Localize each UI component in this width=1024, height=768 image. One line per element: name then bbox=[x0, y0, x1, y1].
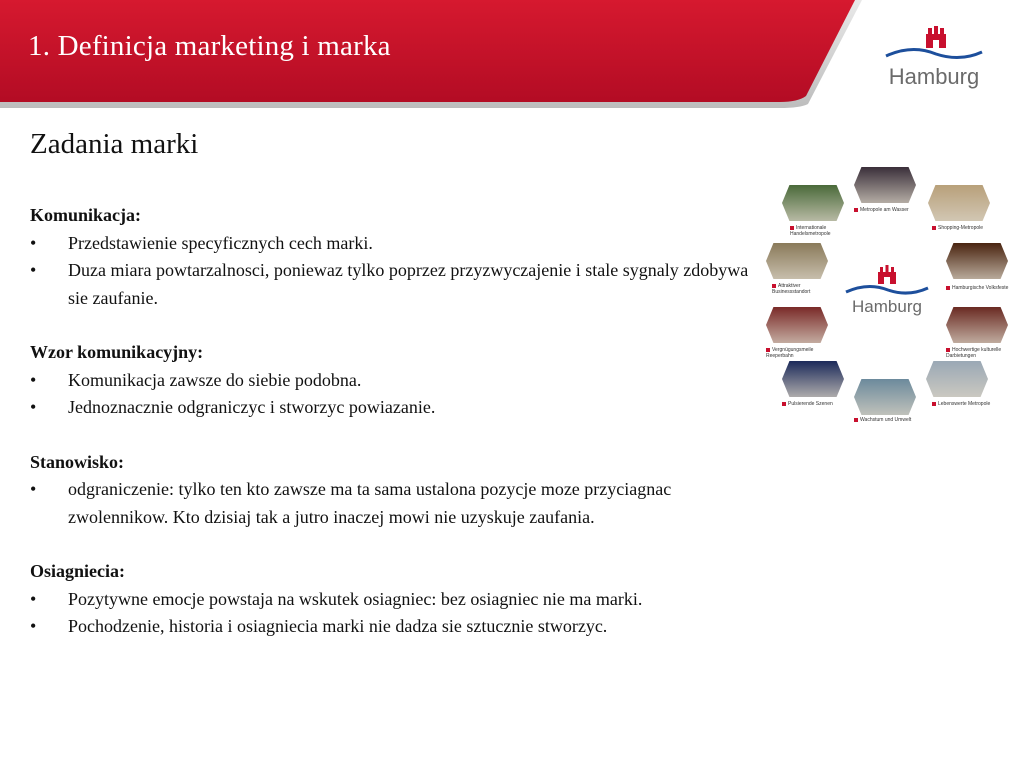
section-stanowisko bbox=[30, 449, 770, 532]
center-logo-text: Hamburg bbox=[852, 297, 922, 316]
bullet-item bbox=[30, 230, 770, 258]
label-text: Metropole am Wasser bbox=[860, 207, 909, 213]
bullet-item bbox=[30, 257, 770, 312]
bullet-text: Przedstawienie specyficznych cech marki. bbox=[68, 232, 373, 253]
label-marker bbox=[772, 284, 776, 288]
label-marker bbox=[932, 402, 936, 406]
bullet-marker: • bbox=[30, 397, 37, 417]
label-text: Hamburgische Volksfeste bbox=[952, 285, 1009, 291]
label-marker bbox=[790, 226, 794, 230]
brand-photo-label bbox=[946, 347, 1010, 359]
label-text: Shopping-Metropole bbox=[938, 225, 984, 231]
label-marker bbox=[766, 348, 770, 352]
bullet-text: Jednoznacznie odgraniczyc i stworzyc powiazanie. bbox=[68, 397, 436, 417]
brand-photo-label bbox=[782, 401, 846, 407]
bullet-marker: • bbox=[30, 260, 37, 280]
bullet-item bbox=[30, 394, 770, 422]
label-marker bbox=[946, 286, 950, 290]
section-heading: Stanowisko: bbox=[30, 451, 125, 472]
brand-photo-label bbox=[946, 285, 1010, 291]
brand-photo-label bbox=[790, 225, 854, 237]
bullet-marker: • bbox=[30, 588, 37, 609]
brand-photo-hexagon bbox=[854, 379, 916, 415]
label-text: Attraktiver Businessstandort bbox=[772, 283, 811, 295]
brand-photo-label bbox=[766, 347, 830, 359]
bullet-item bbox=[30, 476, 770, 531]
bullet-marker: • bbox=[30, 369, 37, 390]
bullet-item bbox=[30, 613, 770, 641]
brand-photo-label bbox=[772, 283, 836, 295]
section-komunikacja bbox=[30, 202, 770, 312]
bullet-marker: • bbox=[30, 616, 37, 636]
brand-photo-hexagon bbox=[946, 243, 1008, 279]
brand-photo-label bbox=[854, 207, 918, 213]
label-text: Internationale Handelsmetropole bbox=[790, 225, 831, 237]
brand-wheel-graphic bbox=[762, 165, 1020, 430]
slide-title: 1. Definicja marketing i marka bbox=[28, 30, 391, 62]
section-osiagniecia bbox=[30, 558, 770, 641]
label-marker bbox=[854, 208, 858, 212]
label-text: Vergnügungsmeile Reeperbahn bbox=[766, 347, 814, 359]
hamburg-castle-icon bbox=[842, 265, 932, 299]
brand-photo-hexagon bbox=[854, 167, 916, 203]
bullet-item bbox=[30, 586, 770, 614]
brand-photo-hexagon bbox=[946, 307, 1008, 343]
section-heading: Wzor komunikacyjny: bbox=[30, 342, 204, 362]
bullet-item bbox=[30, 367, 770, 395]
brand-photo-hexagon bbox=[928, 185, 990, 221]
brand-photo-label bbox=[932, 401, 996, 407]
brand-photo-hexagon bbox=[766, 243, 828, 279]
label-text: Lebenswerte Metropole bbox=[938, 401, 991, 407]
content-body bbox=[30, 202, 770, 668]
bullet-text: Pozytywne emocje powstaja na wskutek osiagniec: bez osiagniec nie ma marki. bbox=[68, 588, 643, 609]
bullet-marker: • bbox=[30, 232, 37, 253]
hamburg-logo bbox=[882, 26, 986, 96]
brand-photo-label bbox=[854, 417, 918, 423]
label-marker bbox=[854, 418, 858, 422]
bullet-text: Duza miara powtarzalnosci, poniewaz tylko poprzez przyzwyczajenie i stale sygnaly zdobywa sie zaufanie. bbox=[68, 260, 749, 308]
brand-photo-hexagon bbox=[782, 361, 844, 397]
center-hamburg-logo bbox=[842, 265, 932, 325]
section-heading: Osiagniecia: bbox=[30, 561, 125, 581]
section-wzor-komunikacyjny bbox=[30, 339, 770, 422]
label-marker bbox=[932, 226, 936, 230]
brand-photo-hexagon bbox=[782, 185, 844, 221]
header-banner bbox=[0, 0, 1024, 110]
brand-photo-hexagon bbox=[926, 361, 988, 397]
label-text: Wachstum und Umwelt bbox=[860, 417, 912, 423]
label-text: Pulsierende Szenen bbox=[788, 401, 833, 407]
bullet-text: Komunikacja zawsze do siebie podobna. bbox=[68, 369, 362, 390]
label-text: Hochwertige kulturelle Darbietungen bbox=[946, 347, 1002, 359]
brand-photo-hexagon bbox=[766, 307, 828, 343]
label-marker bbox=[782, 402, 786, 406]
bullet-marker: • bbox=[30, 479, 37, 499]
bullet-text: Pochodzenie, historia i osiagniecia marki nie dadza sie sztucznie stworzyc. bbox=[68, 616, 608, 636]
bullet-text: odgraniczenie: tylko ten kto zawsze ma ta sama ustalona pozycje moze przyciagnac zwolennikow. Kto dzisiaj tak a jutro inaczej mowi nie uzyskuje zaufania. bbox=[68, 479, 672, 527]
hamburg-castle-icon bbox=[882, 26, 986, 66]
brand-photo-label bbox=[932, 225, 996, 231]
label-marker bbox=[946, 348, 950, 352]
section-heading: Komunikacja: bbox=[30, 205, 142, 225]
logo-text: Hamburg bbox=[888, 64, 980, 89]
section-subtitle: Zadania marki bbox=[30, 128, 199, 160]
